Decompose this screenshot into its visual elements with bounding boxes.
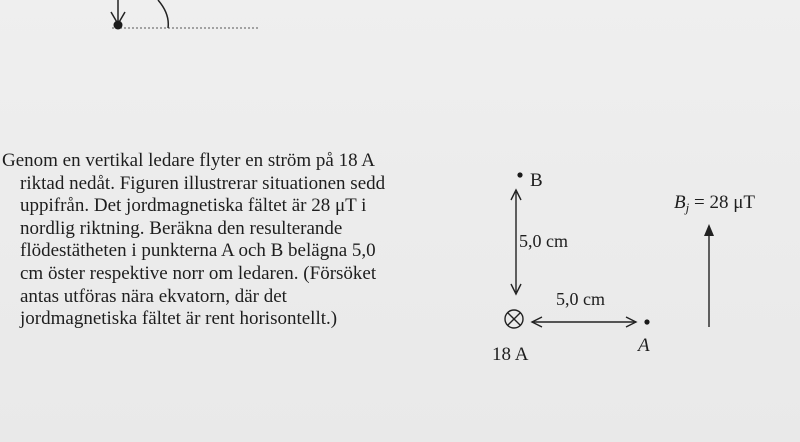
problem-statement: [2, 150, 472, 331]
problem-line-2: riktad nedåt. Figuren illustrerar situationen sedd: [20, 172, 386, 194]
field-diagram: [470, 150, 790, 370]
earth-field-symbol: B: [674, 192, 686, 213]
point-b-dot: [517, 172, 522, 177]
problem-line-6: cm öster respektive norr om ledaren. (Försöket: [20, 262, 377, 284]
earth-field-subscript: j: [685, 200, 690, 215]
earth-field-value: = 28 μT: [689, 192, 755, 213]
point-a-label: A: [638, 335, 650, 356]
point-b-label: B: [530, 170, 543, 191]
earth-field-arrow-head: [704, 224, 714, 236]
horizontal-distance-label: 5,0 cm: [556, 289, 605, 309]
vertical-distance-label: 5,0 cm: [519, 231, 568, 251]
earth-field-label: [674, 192, 755, 215]
fragment-dot: [114, 21, 123, 30]
problem-line-4: nordlig riktning. Beräkna den resulterande: [20, 217, 343, 239]
problem-line-7: antas utföras nära ekvatorn, där det: [20, 285, 287, 307]
point-a-dot: [644, 319, 649, 324]
problem-line-1: Genom en vertikal ledare flyter en ström på 18 A: [2, 150, 376, 171]
field-diagram-svg: [470, 150, 790, 370]
previous-figure-fragment: [0, 0, 300, 40]
problem-line-5: flödestätheten i punkterna A och B belägna 5,0: [20, 240, 376, 262]
problem-line-3: uppifrån. Det jordmagnetiska fältet är 28 μT i: [20, 195, 367, 217]
problem-line-8: jordmagnetiska fältet är rent horisontellt.): [20, 308, 338, 330]
current-label: 18 A: [492, 344, 529, 365]
fragment-arc: [158, 0, 168, 28]
conductor-into-page-icon: [505, 310, 523, 328]
